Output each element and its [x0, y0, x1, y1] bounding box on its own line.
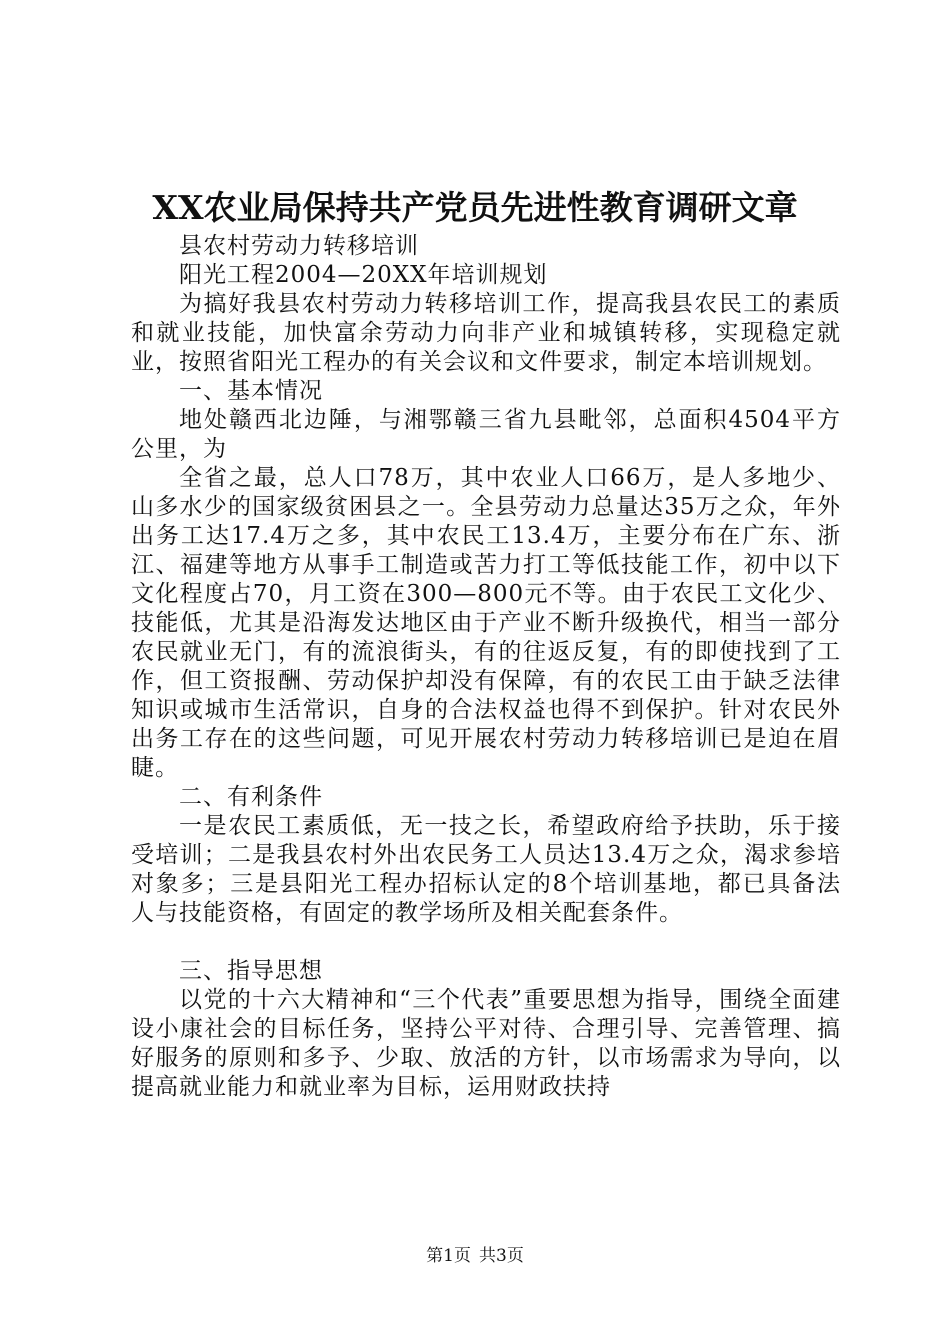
- section-heading-1: 一、基本情况: [179, 378, 323, 404]
- paragraph-basic-2: 全省之最，总人口78万，其中农业人口66万，是人多地少、山多水少的国家级贫困县之一。全县劳动力总量达35万之众，年外出务工达17.4万之多，其中农民工13.4万，主要分布在广东、浙江、福建等地方从事手工制造或苦力打工等低技能工作，初中以下文化程度占70，月工资在300—800元不等。由于农民工文化少、技能低，尤其是沿海发达地区由于产业不断升级换代，相当一部分农民就业无门，有的流浪街头，有的往返反复，有的即使找到了工作，但工资报酬、劳动保护却没有保障，有的农民工由于缺乏法律知识或城市生活常识，自身的合法权益也得不到保护。针对农民外出务工存在的这些问题，可见开展农村劳动力转移培训已是迫在眉睫。: [131, 465, 841, 781]
- page-footer: [0, 1245, 950, 1267]
- intro-paragraph: 为搞好我县农村劳动力转移培训工作，提高我县农民工的素质和就业技能，加快富余劳动力向非产业和城镇转移，实现稳定就业，按照省阳光工程办的有关会议和文件要求，制定本培训规划。: [131, 291, 841, 375]
- paragraph-guidance: 以党的十六大精神和“三个代表”重要思想为指导，围绕全面建设小康社会的目标任务，坚持公平对待、合理引导、完善管理、搞好服务的原则和多予、少取、放活的方针，以市场需求为导向，以提高就业能力和就业率为目标，运用财政扶持: [131, 987, 841, 1100]
- page-total: 共3页: [479, 1246, 524, 1266]
- section-heading-2: 二、有利条件: [179, 784, 323, 810]
- document-body: [131, 232, 841, 1102]
- paragraph-basic-1: 地处赣西北边陲，与湘鄂赣三省九县毗邻，总面积4504平方公里，为: [131, 407, 841, 462]
- subtitle-line-1: 县农村劳动力转移培训: [179, 233, 419, 259]
- subtitle-line-2: 阳光工程2004—20XX年培训规划: [179, 262, 548, 288]
- paragraph-conditions: 一是农民工素质低，无一技之长，希望政府给予扶助，乐于接受培训；二是我县农村外出农民务工人员达13.4万之众，渴求参培对象多；三是县阳光工程办招标认定的8个培训基地，都已具备法人与技能资格，有固定的教学场所及相关配套条件。: [131, 813, 841, 926]
- document-title: XX农业局保持共产党员先进性教育调研文章: [152, 188, 798, 227]
- page-number: 第1页: [426, 1246, 471, 1266]
- section-heading-3: 三、指导思想: [179, 958, 323, 984]
